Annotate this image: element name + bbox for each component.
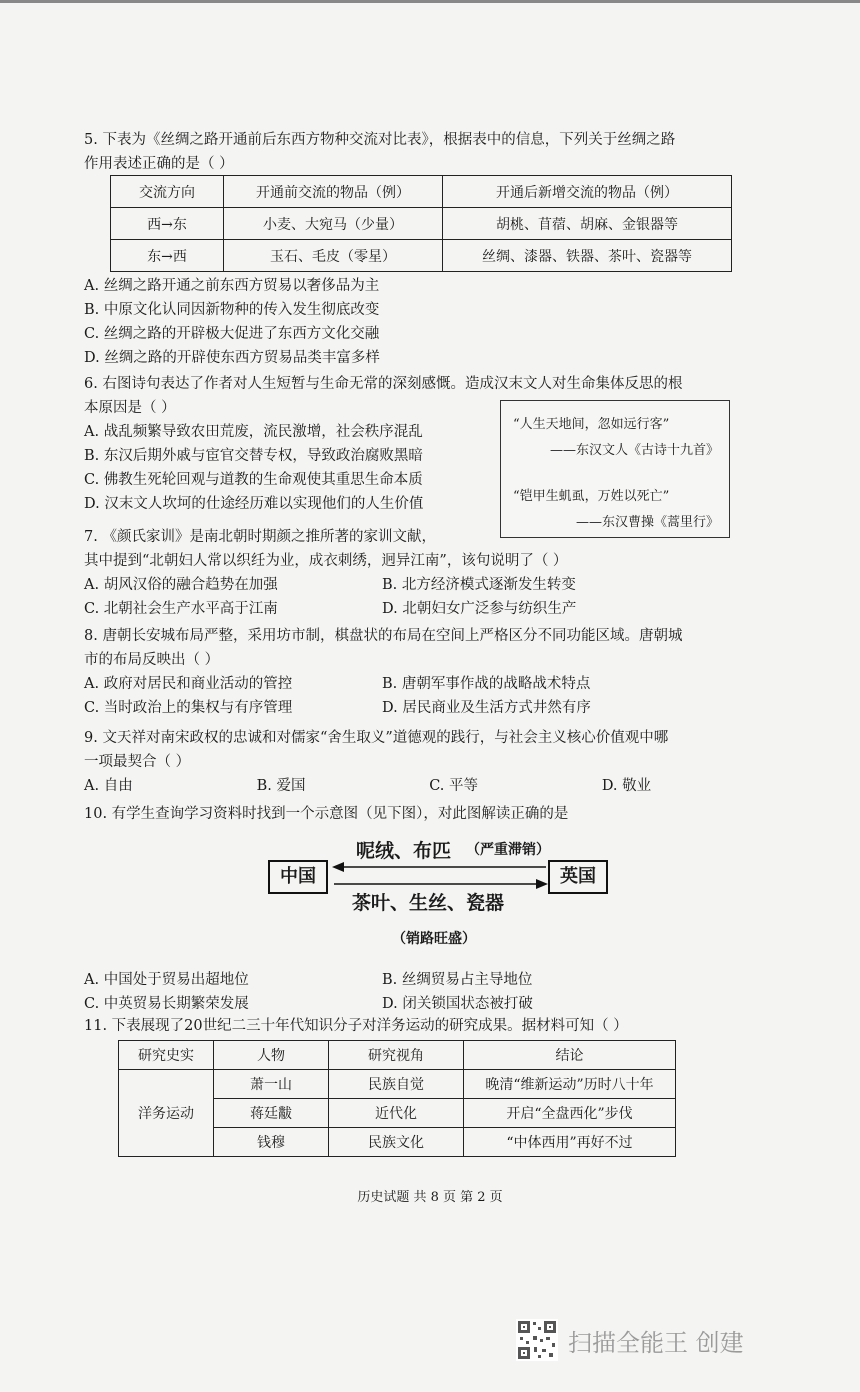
table-header-cell: 开通后新增交流的物品（例） bbox=[443, 176, 732, 208]
q7-option-c: C. 北朝社会生产水平高于江南 bbox=[84, 601, 278, 617]
table-header-cell: 开通前交流的物品（例） bbox=[224, 176, 443, 208]
table-header-row bbox=[119, 1041, 676, 1070]
q7-options-row2 bbox=[84, 597, 774, 621]
q10-option-b: B. 丝绸贸易占主导地位 bbox=[382, 972, 533, 988]
q5-stem-line2: 作用表述正确的是（ ） bbox=[84, 156, 234, 172]
table-row bbox=[119, 1070, 676, 1099]
q7-stem-line1: 7. 《颜氏家训》是南北朝时期颜之推所著的家训文献， bbox=[84, 529, 436, 545]
q8-option-b: B. 唐朝军事作战的战略战术特点 bbox=[382, 676, 591, 692]
table-cell: 小麦、大宛马（少量） bbox=[224, 208, 443, 240]
britain-box: 英国 bbox=[548, 860, 608, 894]
table-merged-cell: 洋务运动 bbox=[119, 1070, 214, 1157]
table-cell: 玉石、毛皮（零星） bbox=[224, 240, 443, 272]
q8-option-c: C. 当时政治上的集权与有序管理 bbox=[84, 700, 293, 716]
q8-stem-line2: 市的布局反映出（ ） bbox=[84, 652, 220, 668]
table-cell: 钱穆 bbox=[214, 1128, 329, 1157]
table-cell: 胡桃、苜蓿、胡麻、金银器等 bbox=[443, 208, 732, 240]
page-footer: 历史试题 共 8 页 第 2 页 bbox=[357, 1190, 503, 1205]
china-box: 中国 bbox=[268, 860, 328, 894]
table-cell: 开启“全盘西化”步伐 bbox=[464, 1099, 676, 1128]
q5-option-d: D. 丝绸之路的开辟使东西方贸易品类丰富多样 bbox=[84, 350, 380, 366]
table-header-row bbox=[111, 176, 732, 208]
question-8 bbox=[84, 624, 774, 720]
table-cell: 丝绸、漆器、铁器、茶叶、瓷器等 bbox=[443, 240, 732, 272]
table-cell: 东→西 bbox=[111, 240, 224, 272]
table-cell: 民族文化 bbox=[329, 1128, 464, 1157]
q5-option-b: B. 中原文化认同因新物种的传入发生彻底改变 bbox=[84, 302, 380, 318]
question-7 bbox=[84, 525, 774, 621]
table-cell: 晚清“维新运动”历时八十年 bbox=[464, 1070, 676, 1099]
question-9 bbox=[84, 726, 774, 798]
table-header-cell: 研究视角 bbox=[329, 1041, 464, 1070]
q8-stem-line1: 8. 唐朝长安城布局严整，采用坊市制，棋盘状的布局在空间上严格区分不同功能区域。唐朝城 bbox=[84, 628, 683, 644]
q10-option-a: A. 中国处于贸易出超地位 bbox=[84, 972, 249, 988]
table-cell: 蒋廷黻 bbox=[214, 1099, 329, 1128]
table-header-cell: 人物 bbox=[214, 1041, 329, 1070]
q8-options-row1 bbox=[84, 672, 774, 696]
q5-table bbox=[110, 175, 732, 272]
q9-stem-line2: 一项最契合（ ） bbox=[84, 754, 191, 770]
q8-options-row2 bbox=[84, 696, 774, 720]
q6-poem-box bbox=[500, 400, 730, 538]
q7-stem-line2: 其中提到“北朝妇人常以织纴为业，成衣刺绣，迥异江南”，该句说明了（ ） bbox=[84, 553, 568, 569]
question-11 bbox=[84, 1014, 774, 1038]
q7-option-b: B. 北方经济模式逐渐发生转变 bbox=[382, 577, 576, 593]
q10-trade-diagram bbox=[262, 830, 612, 968]
q11-table bbox=[118, 1040, 676, 1157]
q5-option-c: C. 丝绸之路的开辟极大促进了东西方文化交融 bbox=[84, 326, 380, 342]
q5-options bbox=[84, 274, 774, 370]
q5-option-a: A. 丝绸之路开通之前东西方贸易以奢侈品为主 bbox=[84, 278, 380, 294]
q6-option-d: D. 汉末文人坎坷的仕途经历难以实现他们的人生价值 bbox=[84, 496, 424, 512]
q10-options bbox=[84, 968, 774, 1016]
q9-option-a: A. 自由 bbox=[84, 778, 133, 794]
table-header-cell: 交流方向 bbox=[111, 176, 224, 208]
table-cell: 西→东 bbox=[111, 208, 224, 240]
q6-option-b: B. 东汉后期外戚与宦官交替专权，导致政治腐败黑暗 bbox=[84, 448, 423, 464]
q10-stem: 10. 有学生查询学习资料时找到一个示意图（见下图），对此图解读正确的是 bbox=[84, 806, 569, 822]
q8-option-d: D. 居民商业及生活方式井然有序 bbox=[382, 700, 591, 716]
scanner-watermark bbox=[516, 1318, 744, 1362]
q11-stem: 11. 下表展现了20世纪二三十年代知识分子对洋务运动的研究成果。据材料可知（ ） bbox=[84, 1018, 628, 1034]
q10-options-row1 bbox=[84, 968, 774, 992]
q6-stem-line1: 6. 右图诗句表达了作者对人生短暂与生命无常的深刻感慨。造成汉末文人对生命集体反思的根 bbox=[84, 376, 683, 392]
top-goods-note: （严重滞销） bbox=[466, 842, 550, 858]
q10-options-row2 bbox=[84, 992, 774, 1016]
table-cell: 萧一山 bbox=[214, 1070, 329, 1099]
q10-option-d: D. 闭关锁国状态被打破 bbox=[382, 996, 533, 1012]
qr-code-icon bbox=[516, 1319, 558, 1361]
q6-option-c: C. 佛教生死轮回观与道教的生命观使其重思生命本质 bbox=[84, 472, 423, 488]
q9-options-row bbox=[84, 774, 774, 798]
bottom-goods-note: （销路旺盛） bbox=[392, 931, 476, 947]
q9-option-d: D. 敬业 bbox=[601, 778, 652, 794]
table-cell: 近代化 bbox=[329, 1099, 464, 1128]
table-header-cell: 研究史实 bbox=[119, 1041, 214, 1070]
question-10 bbox=[84, 802, 774, 826]
table-cell: 民族自觉 bbox=[329, 1070, 464, 1099]
q8-option-a: A. 政府对居民和商业活动的管控 bbox=[84, 676, 293, 692]
watermark-text: 扫描全能王 创建 bbox=[568, 1328, 744, 1357]
poem-line-2: “铠甲生虮虱，万姓以死亡” bbox=[513, 489, 670, 504]
top-goods-label: 呢绒、布匹 bbox=[356, 840, 452, 862]
question-5 bbox=[84, 128, 774, 176]
q9-option-c: C. 平等 bbox=[429, 778, 479, 794]
poem-source-1: ——东汉文人《古诗十九首》 bbox=[549, 443, 719, 458]
q6-option-a: A. 战乱频繁导致农田荒废，流民激增，社会秩序混乱 bbox=[84, 424, 423, 440]
q9-stem-line1: 9. 文天祥对南宋政权的忠诚和对儒家“舍生取义”道德观的践行，与社会主义核心价值观中哪 bbox=[84, 730, 669, 746]
q5-stem-line1: 5. 下表为《丝绸之路开通前后东西方物种交流对比表》，根据表中的信息，下列关于丝绸之路 bbox=[84, 132, 676, 148]
q6-stem-line2: 本原因是（ ） bbox=[84, 400, 176, 416]
poem-line-1: “人生天地间，忽如远行客” bbox=[513, 417, 670, 432]
table-row bbox=[111, 208, 732, 240]
table-header-cell: 结论 bbox=[464, 1041, 676, 1070]
scan-edge-line bbox=[0, 0, 860, 3]
q7-options-row1 bbox=[84, 573, 774, 597]
bottom-goods-label: 茶叶、生丝、瓷器 bbox=[352, 892, 505, 914]
table-row bbox=[111, 240, 732, 272]
q9-option-b: B. 爱国 bbox=[256, 778, 306, 794]
q7-option-a: A. 胡风汉俗的融合趋势在加强 bbox=[84, 577, 278, 593]
q7-option-d: D. 北朝妇女广泛参与纺织生产 bbox=[382, 601, 577, 617]
table-cell: “中体西用”再好不过 bbox=[464, 1128, 676, 1157]
poem-source-2: ——东汉曹操《蒿里行》 bbox=[575, 515, 719, 530]
q10-option-c: C. 中英贸易长期繁荣发展 bbox=[84, 996, 249, 1012]
